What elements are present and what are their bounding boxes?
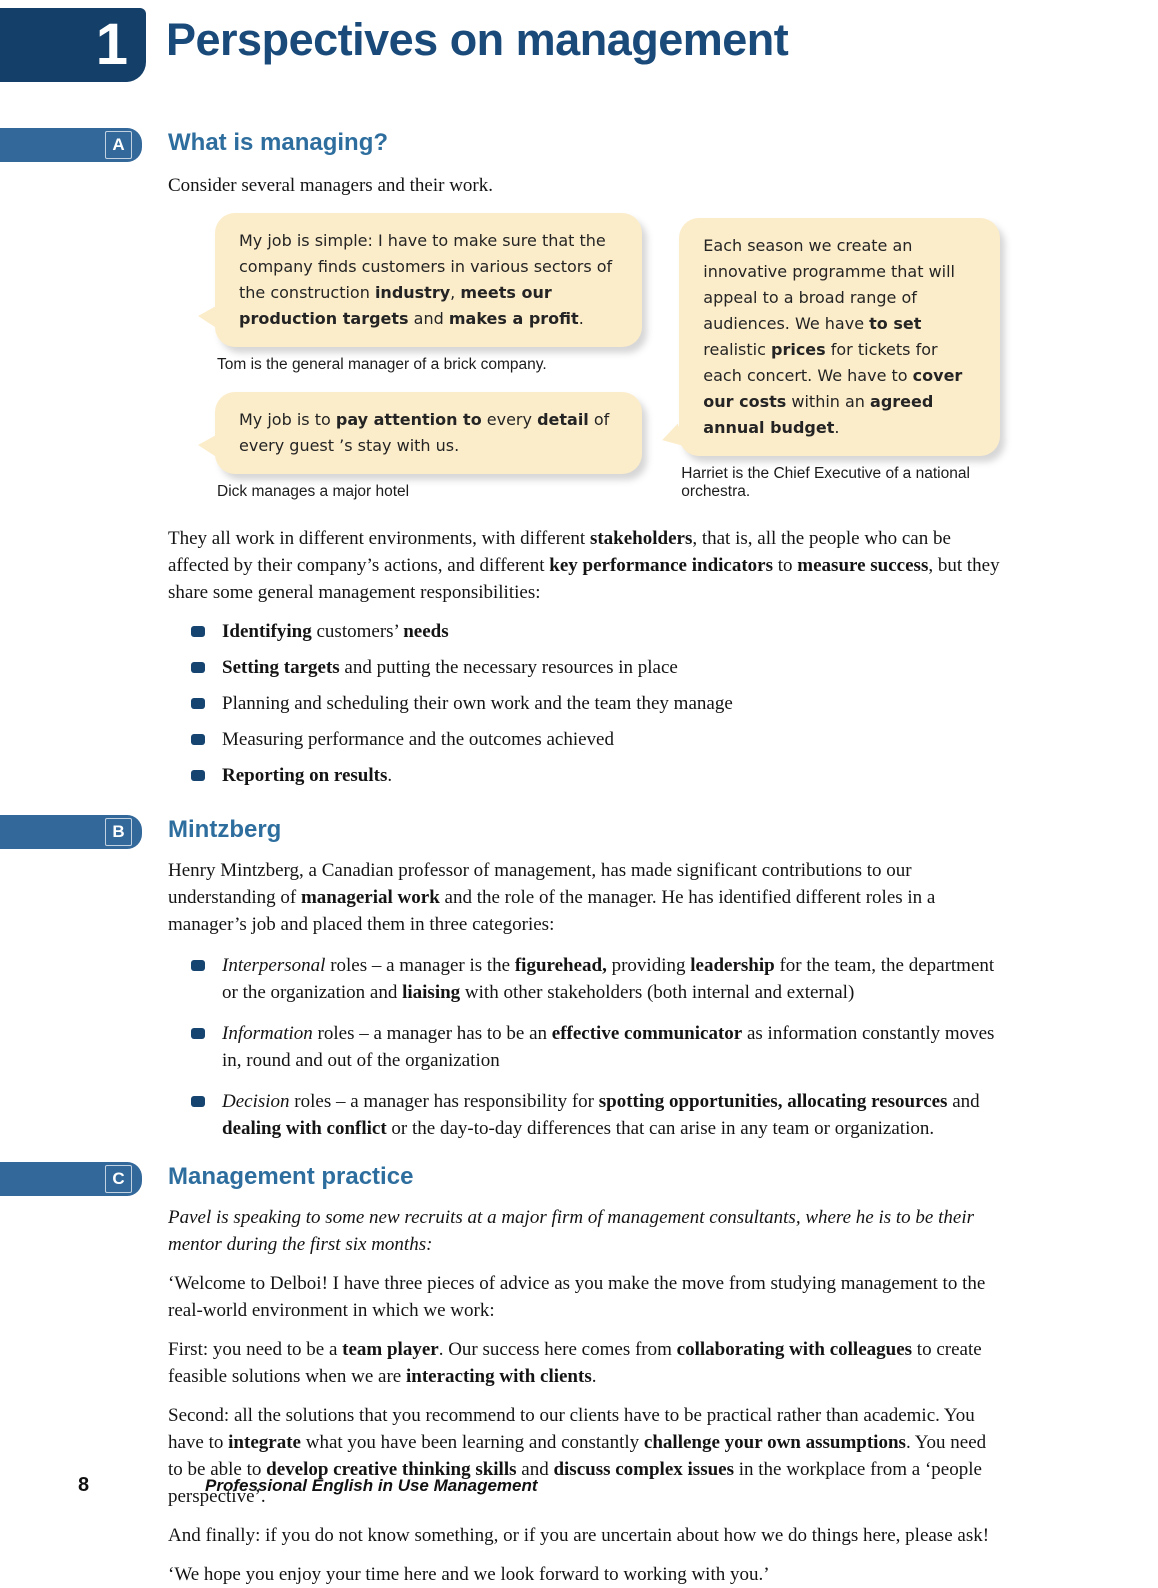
list-item-text: Identifying customers’ needs — [222, 621, 449, 642]
list-item — [168, 654, 1000, 681]
page-number: 8 — [78, 1474, 90, 1496]
section-a-paragraph: They all work in different environments, with different stakeholders, that is, all the people who can be affected by their company’s actions, and different key performance indicators to measure success, but they share some general management responsibilities: — [168, 528, 1000, 603]
unit-header — [0, 8, 1158, 82]
speech-bubble-tom — [215, 213, 642, 347]
section-c-paragraph: First: you need to be a team player. Our success here comes from collaborating with colleagues to create feasible solutions when we are interacting with clients. — [168, 1339, 982, 1387]
section-c-intro: Pavel is speaking to some new recruits at a major firm of management consultants, where he is to be their mentor during the first six months: — [168, 1207, 974, 1255]
section-c-heading: Management practice — [168, 1163, 414, 1190]
section-c-paragraph: ‘We hope you enjoy your time here and we look forward to working with you.’ — [168, 1564, 770, 1585]
list-item — [168, 1088, 1000, 1142]
section-b-head — [0, 815, 1158, 849]
section-c-paragraph: ‘Welcome to Delboi! I have three pieces of advice as you make the move from studying management to the real-world environment in which we work: — [168, 1273, 986, 1321]
section-b-tab — [0, 815, 142, 849]
unit-number-badge — [0, 8, 146, 82]
bullet-square-icon — [191, 734, 205, 745]
speech-bubble-harriet-text: Each season we create an innovative programme that will appeal to a broad range of audiences. We have to set realistic prices for tickets for each concert. We have to cover our costs within an agreed annual budget. — [703, 236, 963, 437]
caption-harriet: Harriet is the Chief Executive of a national orchestra. — [681, 465, 970, 500]
bubble-tail-icon — [198, 305, 218, 329]
page-footer — [0, 1474, 1158, 1514]
textbook-page — [0, 8, 1158, 1585]
list-item — [168, 1020, 1000, 1074]
section-c-paragraph: Second: all the solutions that you recommend to our clients have to be practical rather than academic. You have to integrate what you have been learning and constantly challenge your own assumptions. You need to be able to develop creative thinking skills and discuss complex issues in the workplace from a ‘people perspective’. — [168, 1405, 987, 1507]
bubble-tail-icon — [198, 434, 218, 458]
speech-bubble-dick — [215, 392, 642, 474]
section-a-lead: Consider several managers and their work. — [168, 175, 494, 196]
list-item-text: Information roles – a manager has to be an effective communicator as information constantly moves in, round and out of the organization — [222, 1023, 995, 1071]
section-b-letter: B — [105, 818, 132, 846]
list-item — [168, 952, 1000, 1006]
bubbles-right-column — [679, 213, 1000, 513]
section-c-letter: C — [105, 1165, 132, 1193]
section-a-content — [168, 172, 1000, 789]
section-a-bullet-list — [168, 618, 1000, 789]
list-item-text: Planning and scheduling their own work and the team they manage — [222, 693, 733, 714]
bullet-square-icon — [191, 698, 205, 709]
bullet-square-icon — [191, 770, 205, 781]
book-title: Professional English in Use Management — [205, 1476, 538, 1495]
section-a-letter: A — [105, 131, 132, 159]
list-item — [168, 762, 1000, 789]
list-item-text: Reporting on results. — [222, 765, 393, 786]
section-c-content — [168, 1204, 1000, 1588]
section-a-tab — [0, 128, 142, 162]
section-b-heading: Mintzberg — [168, 816, 282, 843]
caption-dick: Dick manages a major hotel — [217, 483, 410, 500]
section-b-paragraph: Henry Mintzberg, a Canadian professor of management, has made significant contributions to our understanding of managerial work and the role of the manager. He has identified different roles in a manager’s job and placed them in three categories: — [168, 860, 936, 935]
list-item-text: Interpersonal roles – a manager is the figurehead, providing leadership for the team, the department or the organization and liaising with other stakeholders (both internal and external) — [222, 955, 995, 1003]
list-item-text: Decision roles – a manager has responsibility for spotting opportunities, allocating resources and dealing with conflict or the day-to-day differences that can arise in any team or organization. — [222, 1091, 980, 1139]
section-a-head — [0, 128, 1158, 162]
section-a-heading: What is managing? — [168, 129, 389, 156]
list-item-text: Setting targets and putting the necessary resources in place — [222, 657, 678, 678]
section-b-bullet-list — [168, 952, 1000, 1142]
bubble-tail-icon — [659, 423, 685, 452]
page-title: Perspectives on management — [166, 14, 789, 65]
bullet-square-icon — [191, 662, 205, 673]
list-item — [168, 618, 1000, 645]
bullet-square-icon — [191, 1096, 205, 1107]
section-c-tab — [0, 1162, 142, 1196]
section-c-head — [0, 1162, 1158, 1196]
list-item-text: Measuring performance and the outcomes achieved — [222, 729, 614, 750]
bullet-square-icon — [191, 1028, 205, 1039]
list-item — [168, 726, 1000, 753]
speech-bubble-tom-text: My job is simple: I have to make sure that the company finds customers in various sectors of the construction industry, meets our production targets and makes a profit. — [239, 231, 613, 328]
bullet-square-icon — [191, 626, 205, 637]
speech-bubble-harriet — [679, 218, 1000, 456]
section-b-content — [168, 857, 1000, 1142]
bullet-square-icon — [191, 960, 205, 971]
section-c-paragraph: And finally: if you do not know something, or if you are uncertain about how we do things here, please ask! — [168, 1525, 990, 1546]
speech-bubble-dick-text: My job is to pay attention to every detail of every guest ’s stay with us. — [239, 410, 610, 455]
bubbles-left-column — [215, 213, 642, 513]
speech-bubbles-group — [215, 213, 1000, 513]
caption-tom: Tom is the general manager of a brick company. — [217, 356, 547, 373]
list-item — [168, 690, 1000, 717]
unit-number: 1 — [95, 12, 128, 77]
